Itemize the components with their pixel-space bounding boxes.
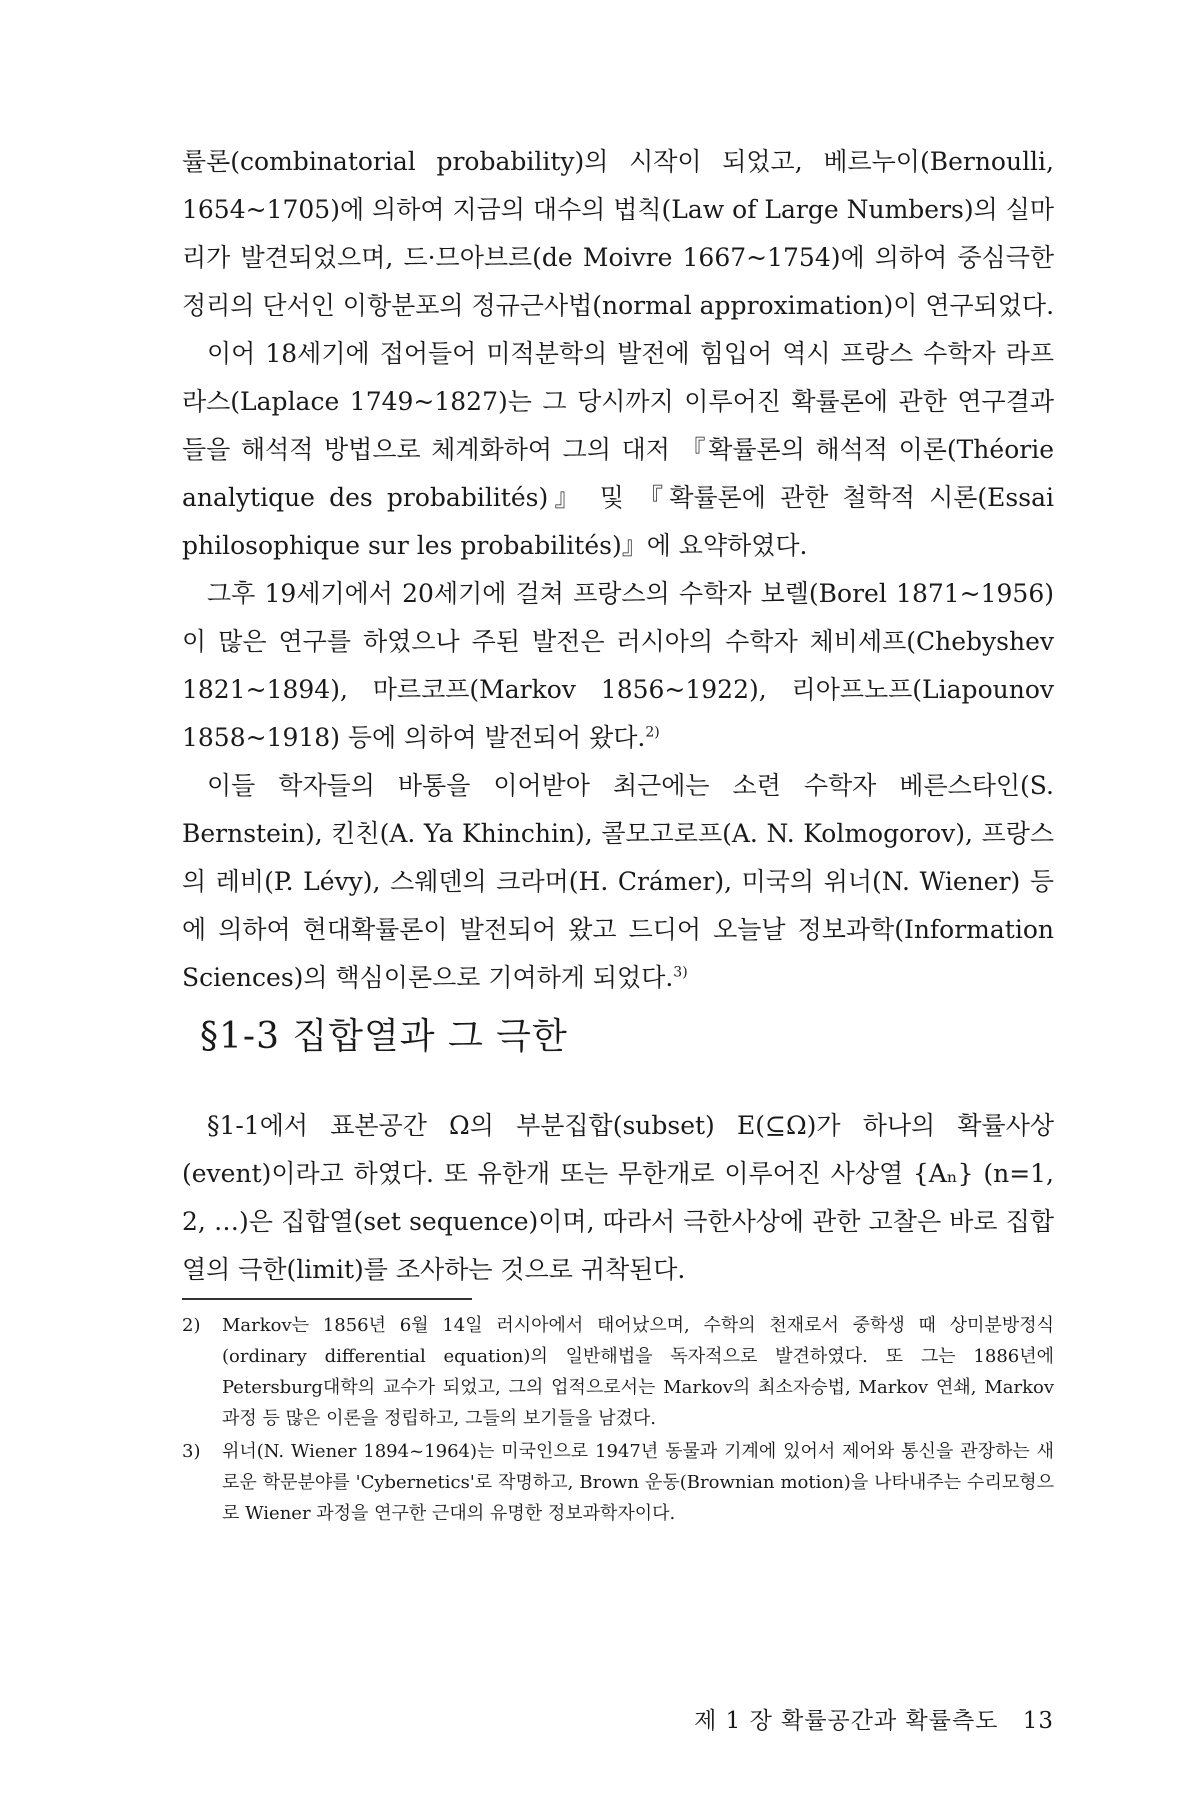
footnote-text: 위너(N. Wiener 1894~1964)는 미국인으로 1947년 동물과 기계에 있어서 제어와 통신을 관장하는 새로운 학문분야를 'Cybernetics'로 작명하고, Brown 운동(Brownian motion)을 나타내주는 수리모형으로 Wiener 과정을 연구한 근대의 유명한 정보과학자이다.: [222, 1441, 1054, 1524]
footnote-number: 2): [182, 1315, 201, 1336]
footnote-text: Markov는 1856년 6월 14일 러시아에서 태어났으며, 수학의 천재로서 중학생 때 상미분방정식(ordinary differential equation)의 일반해법을 독자적으로 발견하였다. 또 그는 1886년에 Petersburg대학의 교수가 되었고, 그의 업적으로서는 Markov의 최소자승법, Markov 연쇄, Markov 과정 등 많은 이론을 정립하고, 그들의 보기들을 남겼다.: [222, 1315, 1054, 1429]
paragraph-2: 이어 18세기에 접어들어 미적분학의 발전에 힘입어 역시 프랑스 수학자 라프라스(Laplace 1749~1827)는 그 당시까지 이루어진 확률론에 관한 연구결과들을 해석적 방법으로 체계화하여 그의 대저 『확률론의 해석적 이론(Théorie analytique des probabilités)』 및 『확률론에 관한 철학적 시론(Essai philosophique sur les probabilités)』에 요약하였다.: [182, 339, 1054, 560]
footnote-divider: [182, 1298, 472, 1300]
running-footer: [694, 1702, 1054, 1735]
footnote-number: 3): [182, 1441, 201, 1462]
paragraph-4-text: 이들 학자들의 바통을 이어받아 최근에는 소련 수학자 베른스타인(S. Bernstein), 킨친(A. Ya Khinchin), 콜모고로프(A. N. Kolmogorov), 프랑스의 레비(P. Lévy), 스웨덴의 크라머(H. Crámer), 미국의 위너(N. Wiener) 등에 의하여 현대확률론이 발전되어 왔고 드디어 오늘날 정보과학(Information Sciences)의 핵심이론으로 기여하게 되었다.: [182, 771, 1054, 992]
main-text: [182, 138, 1054, 1002]
chapter-title: 확률공간과 확률측도: [781, 1708, 999, 1734]
paragraph-4: [182, 762, 1054, 1002]
chapter-label: 제 1 장: [694, 1708, 773, 1734]
footnote-2: [182, 1310, 1054, 1434]
section-heading: §1-3 집합열과 그 극한: [200, 1016, 568, 1057]
page-number: 13: [1022, 1708, 1054, 1734]
footnote-3: [182, 1436, 1054, 1529]
footnote-ref-3: 3): [673, 964, 688, 981]
footnotes: [182, 1310, 1054, 1531]
section-paragraph: §1-1에서 표본공간 Ω의 부분집합(subset) E(⊆Ω)가 하나의 확률사상(event)이라고 하였다. 또 유한개 또는 무한개로 이루어진 사상열 {Aₙ} (n=1, 2, …)은 집합열(set sequence)이며, 따라서 극한사상에 관한 고찰은 바로 집합열의 극한(limit)를 조사하는 것으로 귀착된다.: [182, 1111, 1054, 1284]
paragraph-3: [182, 570, 1054, 762]
footnote-ref-2: 2): [645, 724, 660, 741]
paragraph-1: 률론(combinatorial probability)의 시작이 되었고, 베르누이(Bernoulli, 1654~1705)에 의하여 지금의 대수의 법칙(Law of Large Numbers)의 실마리가 발견되었으며, 드·므아브르(de Moivre 1667~1754)에 의하여 중심극한정리의 단서인 이항분포의 정규근사법(normal approximation)이 연구되었다.: [182, 147, 1055, 320]
paragraph-3-text: 그후 19세기에서 20세기에 걸쳐 프랑스의 수학자 보렐(Borel 1871~1956)이 많은 연구를 하였으나 주된 발전은 러시아의 수학자 체비세프(Chebyshev 1821~1894), 마르코프(Markov 1856~1922), 리아프노프(Liapounov 1858~1918) 등에 의하여 발전되어 왔다.: [182, 579, 1054, 752]
